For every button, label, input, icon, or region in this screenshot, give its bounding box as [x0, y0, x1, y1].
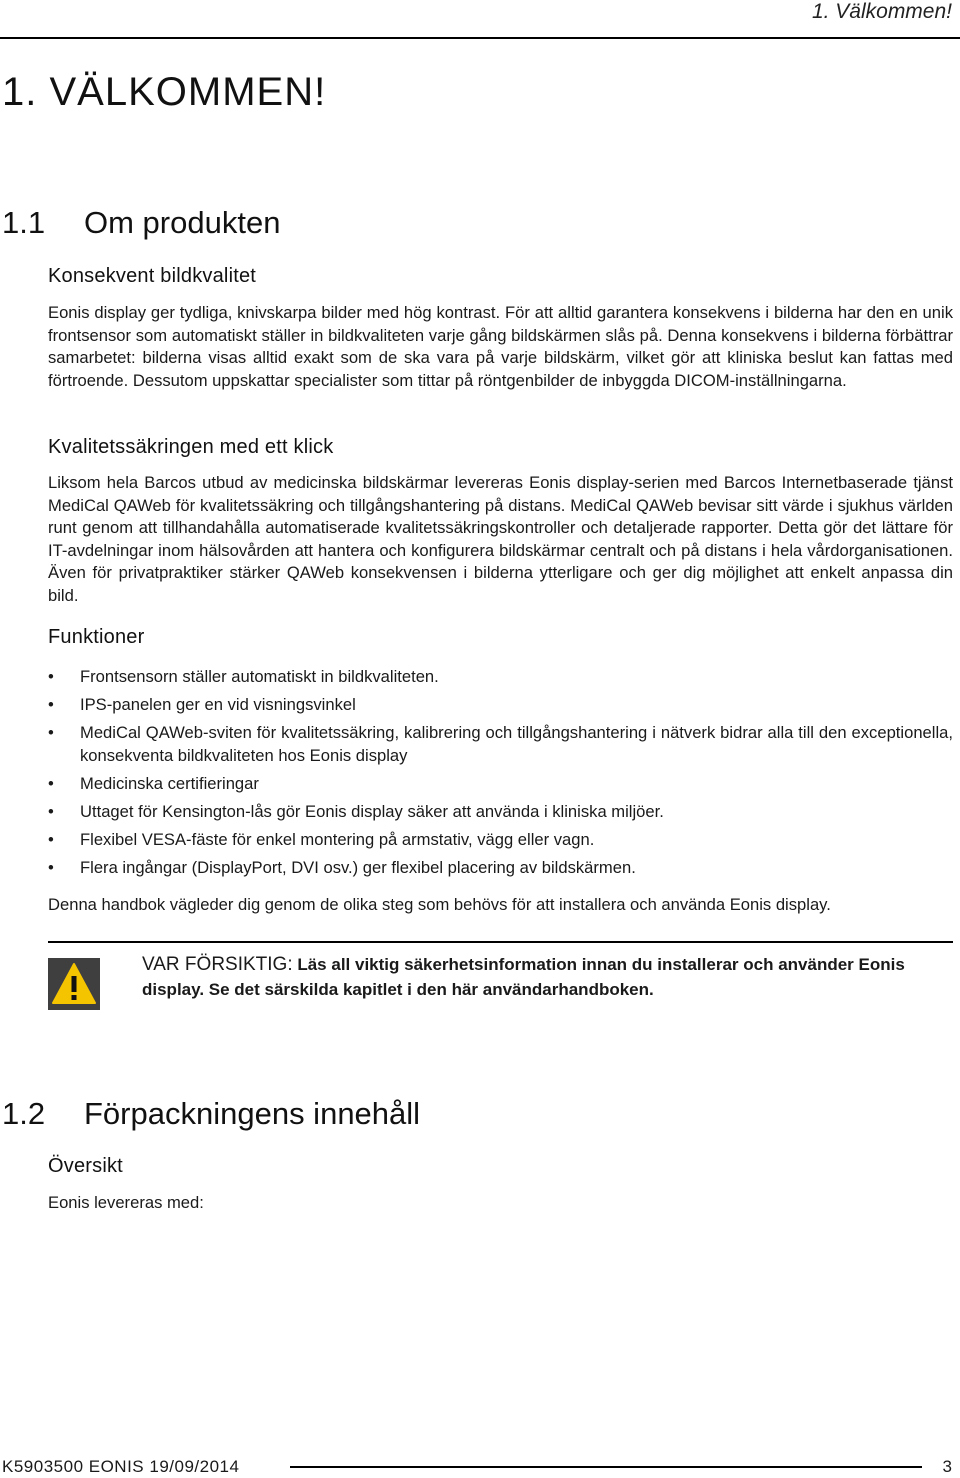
paragraph-kvalitetssakring: Liksom hela Barcos utbud av medicinska bildskärmar levereras Eonis display-serien med Barcos Internetbaserade tjänst MediCal QAWeb för kvalitetssäkring och tillgångshantering på distans. MediCal QAWeb bevisar sitt värde i sjukhus världen runt genom att tillhandahålla automatiserade kvalitetssäkringskontroller och detaljerade rapporter. Detta gör det lättare för IT-avdelningar inom hälsovården att hantera och konfigurera bildskärmar centralt och på distans i hela vårdorganisationen. Även för privatpraktiker stärker QAWeb konsekvensen i bilderna ytterligare och ger dig möjlighet att enkelt anpassa din bild.: [48, 473, 953, 605]
list-item: • Flexibel VESA-fäste för enkel montering på armstativ, vägg eller vagn.: [48, 829, 953, 852]
feature-list: [48, 666, 953, 885]
paragraph-bildkvalitet: Eonis display ger tydliga, knivskarpa bilder med hög kontrast. För att alltid garantera konsekvens i bilderna har den en unik frontsensor som automatiskt ställer in bildkvaliteten varje gång bildskärmen slås på. Denna konsekvens i bilderna förbättrar samarbetet: bilderna visas alltid exakt som de ska vara på varje bildskärm, vilket gör att kliniska beslut kan fattas med förtroende. Dessutom uppskattar specialister som tittar på röntgenbilder de inbyggda DICOM-inställningarna.: [48, 303, 953, 390]
list-item: • IPS-panelen ger en vid visningsvinkel: [48, 694, 953, 717]
section-number: 1.1: [2, 205, 46, 240]
subheading-kvalitetssakring: Kvalitetssäkringen med ett klick: [48, 436, 334, 458]
chapter-title: 1. VÄLKOMMEN!: [2, 70, 327, 114]
section-title-text: Om produkten: [84, 205, 281, 240]
page-number: 3: [942, 1457, 952, 1476]
caution-label: VAR FÖRSIKTIG:: [142, 954, 293, 975]
subheading-funktioner: Funktioner: [48, 626, 145, 648]
section-title-text: Förpackningens innehåll: [84, 1096, 421, 1131]
section-title-om-produkten: [2, 205, 280, 241]
footer-divider: [290, 1466, 922, 1468]
caution-message: Läs all viktig säkerhetsinformation innan du installerar och använder Eonis display. Se det särskilda kapitlet i den här användarhandboken.: [142, 955, 905, 999]
list-item: • Medicinska certifieringar: [48, 773, 953, 796]
caution-divider: [48, 941, 953, 943]
list-item: • Flera ingångar (DisplayPort, DVI osv.) ger flexibel placering av bildskärmen.: [48, 857, 953, 880]
subheading-konsekvent-bildkvalitet: Konsekvent bildkvalitet: [48, 265, 257, 287]
list-item: • Frontsensorn ställer automatiskt in bildkvaliteten.: [48, 666, 953, 689]
paragraph-levereras: Eonis levereras med:: [48, 1193, 204, 1212]
caution-text: [142, 953, 954, 1002]
list-item: • Uttaget för Kensington-lås gör Eonis display säker att använda i kliniska miljöer.: [48, 801, 953, 824]
section-title-forpackning: [2, 1096, 420, 1132]
running-header: 1. Välkommen!: [811, 0, 952, 23]
footer-doc-info: K5903500 EONIS 19/09/2014: [2, 1457, 240, 1476]
header-divider: [0, 37, 960, 39]
list-item: • MediCal QAWeb-sviten för kvalitetssäkring, kalibrering och tillgångshantering i nätverk bidrar alla till den exceptionella, konsekventa bildkvaliteten hos Eonis display: [48, 722, 953, 767]
paragraph-handbok: Denna handbok vägleder dig genom de olika steg som behövs för att installera och använda Eonis display.: [48, 895, 831, 914]
warning-icon: [48, 958, 100, 1010]
subheading-oversikt: Översikt: [48, 1155, 123, 1177]
section-number: 1.2: [2, 1096, 46, 1131]
